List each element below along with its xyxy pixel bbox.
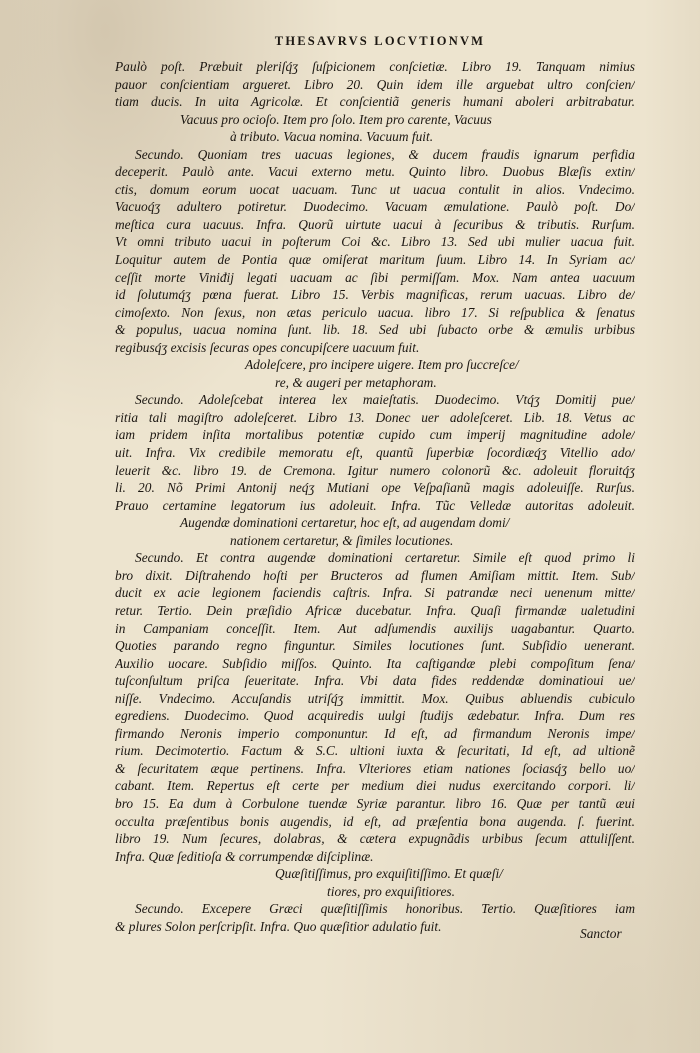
text-line: cabant. Item. Repertus eſt certe per medium diei nudus exercitando corpori. li/ — [115, 778, 635, 794]
text-line: Vacuoq́ʒ adultero potiretur. Duodecimo. Vacuam æmulatione. Paulò poſt. Do/ — [115, 199, 635, 215]
text-line: Secundo. Excepere Græci quæſitiſſimis honoribus. Tertio. Quæſitiores iam — [135, 901, 635, 917]
text-line: firmando Neronis imperio componuntur. Id eſt, ad firmandum Neronis impe/ — [115, 725, 635, 741]
text-line: ctis, domum eorum uocat uacuam. Tunc ut uacua contulit in alios. Vndecimo. — [115, 181, 635, 197]
entry-heading: Adoleſcere, pro incipere uigere. Item pro ſuccreſce/ — [245, 357, 519, 373]
text-line: iam pridem inſita mortalibus potentiæ cupido cum imperij magnitudine adole/ — [115, 427, 635, 443]
text-line: bro dixit. Diſtrahendo hoſti per Bructeros ad flumen Amiſiam mittit. Item. Sub/ — [115, 567, 635, 583]
text-line: id ſolutumq́ʒ pœna fuerat. Libro 15. Verbis magnificas, rerum uacuas. Libro de/ — [115, 287, 635, 303]
text-line: egrediens. Duodecimo. Quod acquiredis uulgi ſtudijs ædebatur. Infra. Dum res — [115, 708, 635, 724]
running-head: THESAVRVS LOCVTIONVM — [274, 34, 486, 48]
text-line: Paulò poſt. Præbuit pleriſq́ʒ ſuſpicionem conſcietiæ. Libro 19. Tanquam nimius — [115, 59, 635, 74]
entry-heading: à tributo. Vacua nomina. Vacuum fuit. — [230, 129, 434, 145]
entry-heading: nationem certaretur, & ſimiles locutiones. — [230, 532, 454, 548]
text-line: tiam ducis. In uita Agricolæ. Et conſcientiã generis humani aboleri arbitrabatur. — [115, 94, 635, 110]
text-line: cimoſexto. Non ſexus, non ætas periculo uacua. libro 17. Si reſpublica & ſenatus — [115, 304, 635, 320]
text-line: niſſe. Vndecimo. Accuſandis utriſq́ʒ immittit. Mox. Quibus abluendis cubiculo — [115, 690, 635, 706]
text-line: ducit ex acie legionem faciendis caſtris. Infra. Si patrandæ neci uenenum mitte/ — [115, 585, 635, 601]
text-line: Secundo. Et contra augendæ dominationi certaretur. Simile eſt quod primo li — [135, 550, 635, 566]
text-line: meſtica cura uacuus. Infra. Quorũ uirtute uacui à ſecuribus & tributis. Rurſum. — [115, 216, 635, 232]
text-line: in Campaniam conceſſit. Item. Aut adſumendis auxilijs uagabantur. Quarto. — [115, 620, 635, 636]
entry-heading: re, & augeri per metaphoram. — [275, 374, 437, 390]
text-line: leuerit &c. libro 19. de Cremona. Igitur numero colonorũ &c. adoleuit floruitq́ʒ — [115, 462, 635, 478]
text-line: retur. Tertio. Dein præſidio Africæ ducebatur. Infra. Quaſi firmandæ ualetudini — [115, 602, 635, 618]
text-line: & populus, uacua nomina ſunt. lib. 18. Sed ubi ſubacto orbe & æmulis urbibus — [115, 322, 635, 338]
text-line: rium. Decimotertio. Factum & S.C. ultioni iuxta & ſecuritati, Id eſt, ad ultionẽ — [115, 743, 635, 759]
text-line: bro 15. Ea dum à Corbulone tuendæ Syriæ parantur. libro 16. Quæ per tantũ æui — [115, 795, 635, 811]
text-line: li. 20. Nõ Primi Antonij neq́ʒ Mutiani ope Veſpaſianũ magis adoleuiſſe. Rurſus. — [115, 480, 635, 496]
text-line: Vt omni tributo uacui in poſterum Coi &c. Libro 13. Sed ubi mulier uacua fuit. — [115, 234, 635, 250]
text-line: ritia tali magiſtro adoleſceret. Libro 13. Donec uer adoleſceret. Lib. 18. Vetus ac — [115, 409, 635, 425]
entry-heading: Vacuus pro ocioſo. Item pro ſolo. Item pro carente, Vacuus — [180, 111, 492, 127]
text-line: & plures Solon perſcripſit. Infra. Quo quæſitior adulatio fuit. — [115, 918, 442, 934]
text-block — [115, 58, 635, 935]
text-line: libro 19. Num ſecures, dolabras, & cætera expugnãdis urbibus ſecum attuliſſent. — [115, 831, 635, 847]
entry-heading: Quæſitiſſimus, pro exquiſitiſſimo. Et quæſi/ — [275, 866, 503, 882]
catchword: Sanctor — [580, 926, 622, 941]
text-line: Secundo. Adoleſcebat interea lex maieſtatis. Duodecimo. Vtq́ʒ Domitij pue/ — [135, 392, 635, 408]
text-line: pauor conſcientiam argueret. Libro 20. Quin idem ille arguebat ultro conſcien/ — [115, 76, 635, 92]
text-line: tuſconſultum priſca ſeueritate. Infra. Vbi data fides reddendæ dominatioui ue/ — [115, 673, 635, 689]
text-line: Quoties parando regno finguntur. Similes locutiones ſunt. Subſidio uenerant. — [115, 638, 635, 654]
text-line: uit. Infra. Vix credibile memoratu eſt, quantũ ſuperbiæ ſocordiæq́ʒ Vitellio ado/ — [115, 445, 635, 461]
text-line: Loquitur autem de Pontia quæ omiſerat maritum ſuum. Libro 14. In Syriam ac/ — [115, 252, 635, 268]
text-line: Infra. Quæ ſeditioſa & corrumpendæ diſciplinæ. — [115, 848, 374, 864]
text-line: Prauo certamine legatorum ius adoleuit. Infra. Tũc Velledæ autoritas adoleuit. — [115, 497, 635, 513]
entry-heading: Augendæ dominationi certaretur, hoc eſt, ad augendam domi/ — [180, 515, 510, 531]
text-line: Secundo. Quoniam tres uacuas legiones, & ducem fraudis ignarum perfidia — [135, 146, 635, 162]
text-line: & ſecuritatem æque pertinens. Infra. Vlteriores etiam nationes ſociasq́ʒ bello uo/ — [115, 760, 635, 776]
text-line: occulta præſentibus bonis augendis, id eſt, ad præſentia bona augenda. ſ. fuerint. — [115, 813, 635, 829]
text-line: Auxilio uocare. Subſidio miſſos. Quinto. Ita caſtigandæ plebi compoſitum ſena/ — [115, 655, 635, 671]
entry-heading: tiores, pro exquiſitiores. — [327, 883, 455, 899]
text-line: deceperit. Paulò ante. Vacui externo metu. Quinto libro. Duobus Blæſis extin/ — [115, 164, 635, 180]
text-line: ceſſit morte Viniđij legati uacuam ac ſibi permiſſam. Mox. Nam antea uacuum — [115, 269, 635, 285]
text-line: regibusq́ʒ excisis ſecuras opes concupiſcere uacuum fuit. — [115, 339, 420, 355]
